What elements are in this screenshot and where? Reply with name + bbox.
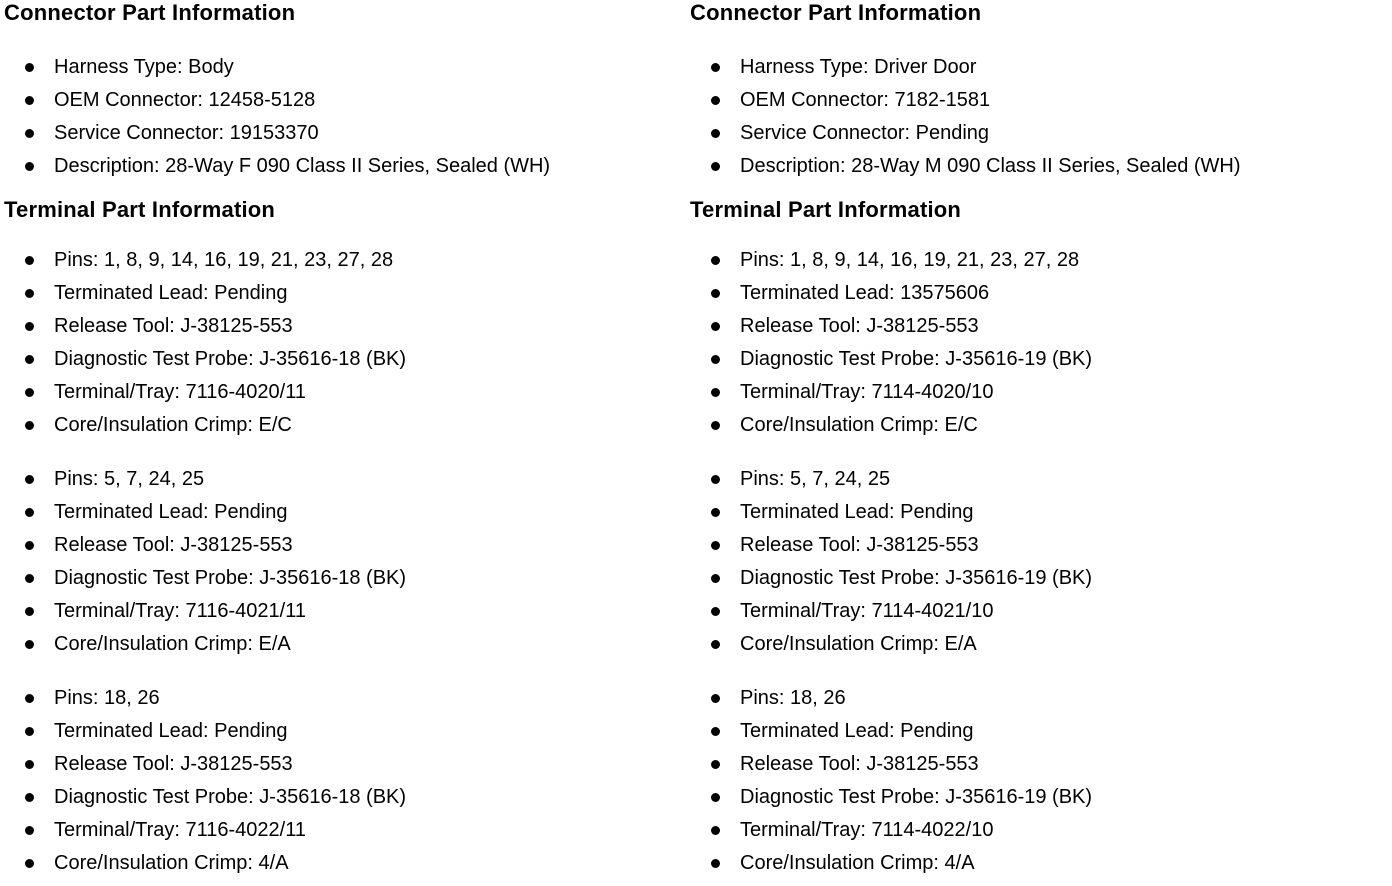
list-item bbox=[54, 847, 686, 880]
bullet-icon bbox=[711, 859, 720, 868]
bullet-icon bbox=[711, 475, 720, 484]
terminal-group-1 bbox=[690, 244, 1392, 442]
bullet-icon bbox=[711, 129, 720, 138]
list-item-text: Core/Insulation Crimp: 4/A bbox=[54, 852, 289, 874]
list-item-text: Pins: 5, 7, 24, 25 bbox=[740, 468, 891, 490]
list-item bbox=[740, 595, 1392, 628]
list-item bbox=[54, 409, 686, 442]
bullet-icon bbox=[711, 760, 720, 769]
list-item-text: OEM Connector: 12458-5128 bbox=[54, 89, 316, 111]
list-item-text: Pins: 18, 26 bbox=[740, 687, 846, 709]
list-item-text: Terminated Lead: Pending bbox=[54, 501, 288, 523]
bullet-icon bbox=[25, 640, 34, 649]
list-item-text: Terminal/Tray: 7114-4020/10 bbox=[740, 381, 994, 403]
list-item bbox=[740, 814, 1392, 847]
list-item bbox=[740, 117, 1392, 150]
list-item bbox=[54, 244, 686, 277]
list-item-text: Terminated Lead: Pending bbox=[740, 720, 974, 742]
list-item bbox=[54, 310, 686, 343]
list-item-text: Terminal/Tray: 7116-4020/11 bbox=[54, 381, 306, 403]
bullet-icon bbox=[711, 640, 720, 649]
list-item bbox=[54, 781, 686, 814]
list-item-text: Harness Type: Body bbox=[54, 56, 234, 78]
list-item bbox=[54, 814, 686, 847]
list-item bbox=[54, 84, 686, 117]
list-item bbox=[54, 277, 686, 310]
list-item-text: Release Tool: J-38125-553 bbox=[54, 753, 293, 775]
list-item-text: Pins: 18, 26 bbox=[54, 687, 160, 709]
bullet-icon bbox=[25, 859, 34, 868]
list-item-text: Release Tool: J-38125-553 bbox=[740, 534, 979, 556]
list-item-text: Terminal/Tray: 7116-4021/11 bbox=[54, 600, 306, 622]
bullet-icon bbox=[25, 574, 34, 583]
list-item-text: Terminal/Tray: 7116-4022/11 bbox=[54, 819, 306, 841]
list-item bbox=[54, 682, 686, 715]
list-item-text: Diagnostic Test Probe: J-35616-19 (BK) bbox=[740, 786, 1093, 808]
bullet-icon bbox=[711, 574, 720, 583]
list-item bbox=[740, 150, 1392, 183]
terminal-group-3 bbox=[4, 682, 686, 880]
list-item bbox=[740, 463, 1392, 496]
bullet-icon bbox=[711, 256, 720, 265]
list-item bbox=[740, 628, 1392, 661]
list-item-text: Terminated Lead: 13575606 bbox=[740, 282, 990, 304]
list-item bbox=[740, 310, 1392, 343]
list-item bbox=[54, 496, 686, 529]
bullet-icon bbox=[25, 322, 34, 331]
list-item-text: Core/Insulation Crimp: E/C bbox=[54, 414, 292, 436]
bullet-icon bbox=[711, 607, 720, 616]
list-item bbox=[54, 343, 686, 376]
list-item bbox=[740, 847, 1392, 880]
bullet-icon bbox=[25, 388, 34, 397]
list-item-text: Core/Insulation Crimp: E/C bbox=[740, 414, 978, 436]
list-item-text: Diagnostic Test Probe: J-35616-19 (BK) bbox=[740, 567, 1093, 589]
list-item bbox=[54, 117, 686, 150]
bullet-icon bbox=[711, 355, 720, 364]
list-item bbox=[740, 529, 1392, 562]
bullet-icon bbox=[25, 129, 34, 138]
bullet-icon bbox=[711, 727, 720, 736]
bullet-icon bbox=[25, 162, 34, 171]
list-item-text: Diagnostic Test Probe: J-35616-19 (BK) bbox=[740, 348, 1093, 370]
list-item-text: OEM Connector: 7182-1581 bbox=[740, 89, 991, 111]
bullet-icon bbox=[711, 63, 720, 72]
connector-info-list bbox=[4, 51, 686, 183]
list-item bbox=[740, 715, 1392, 748]
list-item bbox=[740, 277, 1392, 310]
bullet-icon bbox=[25, 694, 34, 703]
list-item-text: Core/Insulation Crimp: E/A bbox=[740, 633, 977, 655]
connector-info-list bbox=[690, 51, 1392, 183]
list-item-text: Service Connector: 19153370 bbox=[54, 122, 319, 144]
bullet-icon bbox=[711, 541, 720, 550]
list-item bbox=[54, 51, 686, 84]
connector-part-info-heading: Connector Part Information bbox=[4, 0, 296, 25]
bullet-icon bbox=[25, 607, 34, 616]
bullet-icon bbox=[711, 826, 720, 835]
list-item bbox=[54, 562, 686, 595]
list-item-text: Terminated Lead: Pending bbox=[54, 282, 288, 304]
terminal-group-2 bbox=[690, 463, 1392, 661]
list-item-text: Core/Insulation Crimp: E/A bbox=[54, 633, 291, 655]
list-item bbox=[54, 463, 686, 496]
bullet-icon bbox=[25, 541, 34, 550]
list-item-text: Diagnostic Test Probe: J-35616-18 (BK) bbox=[54, 348, 407, 370]
bullet-icon bbox=[25, 289, 34, 298]
list-item-text: Pins: 1, 8, 9, 14, 16, 19, 21, 23, 27, 28 bbox=[740, 249, 1080, 271]
list-item bbox=[740, 781, 1392, 814]
list-item-text: Release Tool: J-38125-553 bbox=[54, 534, 293, 556]
bullet-icon bbox=[25, 793, 34, 802]
terminal-part-info-heading: Terminal Part Information bbox=[4, 197, 276, 222]
list-item-text: Release Tool: J-38125-553 bbox=[54, 315, 293, 337]
terminal-group-1 bbox=[4, 244, 686, 442]
bullet-icon bbox=[711, 162, 720, 171]
list-item-text: Terminated Lead: Pending bbox=[740, 501, 974, 523]
list-item bbox=[54, 628, 686, 661]
list-item-text: Core/Insulation Crimp: 4/A bbox=[740, 852, 975, 874]
connector-column-left bbox=[0, 0, 686, 880]
list-item-text: Description: 28-Way F 090 Class II Series, Sealed (WH) bbox=[54, 155, 551, 177]
list-item-text: Diagnostic Test Probe: J-35616-18 (BK) bbox=[54, 786, 407, 808]
bullet-icon bbox=[25, 63, 34, 72]
bullet-icon bbox=[711, 508, 720, 517]
bullet-icon bbox=[25, 421, 34, 430]
bullet-icon bbox=[711, 421, 720, 430]
list-item bbox=[740, 409, 1392, 442]
list-item bbox=[54, 748, 686, 781]
bullet-icon bbox=[711, 289, 720, 298]
list-item-text: Release Tool: J-38125-553 bbox=[740, 753, 979, 775]
bullet-icon bbox=[25, 96, 34, 105]
list-item bbox=[54, 529, 686, 562]
list-item-text: Pins: 5, 7, 24, 25 bbox=[54, 468, 205, 490]
connector-part-info-heading: Connector Part Information bbox=[690, 0, 982, 25]
bullet-icon bbox=[711, 694, 720, 703]
list-item bbox=[740, 244, 1392, 277]
bullet-icon bbox=[25, 475, 34, 484]
terminal-group-3 bbox=[690, 682, 1392, 880]
terminal-group-2 bbox=[4, 463, 686, 661]
bullet-icon bbox=[25, 760, 34, 769]
terminal-part-info-heading: Terminal Part Information bbox=[690, 197, 962, 222]
bullet-icon bbox=[25, 256, 34, 265]
connector-column-right bbox=[686, 0, 1392, 880]
list-item bbox=[740, 343, 1392, 376]
list-item-text: Pins: 1, 8, 9, 14, 16, 19, 21, 23, 27, 28 bbox=[54, 249, 394, 271]
list-item bbox=[54, 376, 686, 409]
list-item bbox=[740, 84, 1392, 117]
list-item-text: Terminated Lead: Pending bbox=[54, 720, 288, 742]
list-item bbox=[740, 51, 1392, 84]
bullet-icon bbox=[25, 727, 34, 736]
list-item-text: Service Connector: Pending bbox=[740, 122, 990, 144]
list-item bbox=[54, 715, 686, 748]
bullet-icon bbox=[711, 388, 720, 397]
list-item-text: Diagnostic Test Probe: J-35616-18 (BK) bbox=[54, 567, 407, 589]
list-item bbox=[740, 562, 1392, 595]
list-item bbox=[740, 496, 1392, 529]
bullet-icon bbox=[25, 355, 34, 364]
list-item-text: Description: 28-Way M 090 Class II Series, Sealed (WH) bbox=[740, 155, 1241, 177]
bullet-icon bbox=[25, 826, 34, 835]
bullet-icon bbox=[711, 793, 720, 802]
list-item-text: Terminal/Tray: 7114-4022/10 bbox=[740, 819, 994, 841]
list-item-text: Terminal/Tray: 7114-4021/10 bbox=[740, 600, 994, 622]
list-item bbox=[54, 595, 686, 628]
bullet-icon bbox=[711, 322, 720, 331]
bullet-icon bbox=[711, 96, 720, 105]
list-item bbox=[740, 682, 1392, 715]
list-item bbox=[54, 150, 686, 183]
list-item bbox=[740, 376, 1392, 409]
list-item bbox=[740, 748, 1392, 781]
list-item-text: Release Tool: J-38125-553 bbox=[740, 315, 979, 337]
bullet-icon bbox=[25, 508, 34, 517]
list-item-text: Harness Type: Driver Door bbox=[740, 56, 977, 78]
